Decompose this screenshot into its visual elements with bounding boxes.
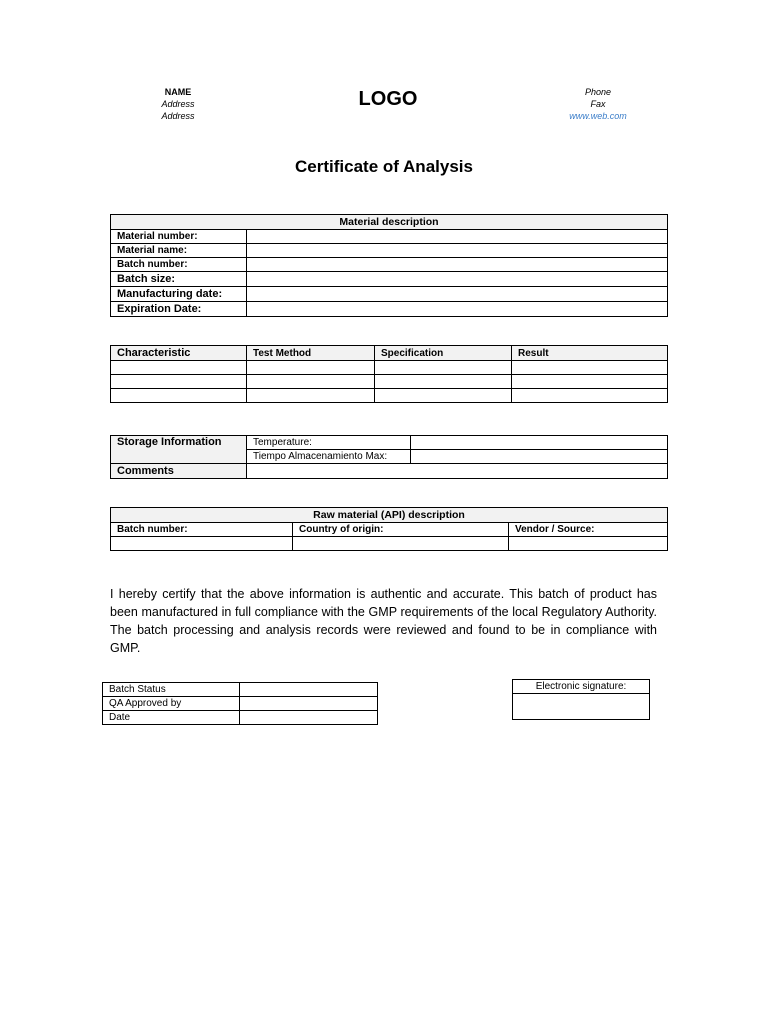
table-row (111, 389, 668, 403)
comments-label: Comments (111, 464, 247, 479)
result-cell[interactable] (512, 375, 668, 389)
country-of-origin-field[interactable] (293, 537, 509, 551)
expiration-date-label: Expiration Date: (111, 302, 247, 317)
temperature-label: Temperature: (247, 436, 411, 450)
qa-approved-by-field[interactable] (240, 697, 378, 711)
certification-statement: I hereby certify that the above information is authentic and accurate. This batch of product has been manufactured in full compliance with the GMP requirements of the local Regulatory Authority. The batch processing and analysis records were reviewed and found to be in compliance with GMP. (110, 587, 657, 655)
company-address-1: Address (161, 99, 195, 109)
batch-status-field[interactable] (240, 683, 378, 697)
material-number-field[interactable] (247, 230, 668, 244)
material-name-label: Material name: (111, 244, 247, 258)
contact-info (558, 86, 638, 122)
result-cell[interactable] (512, 389, 668, 403)
raw-batch-number-field[interactable] (111, 537, 293, 551)
column-test-method: Test Method (247, 346, 375, 361)
column-characteristic: Characteristic (111, 346, 247, 361)
batch-number-label: Batch number: (111, 258, 247, 272)
company-address-2: Address (161, 111, 195, 121)
manufacturing-date-field[interactable] (247, 287, 668, 302)
company-name: NAME (164, 87, 192, 97)
material-description-heading: Material description (111, 215, 668, 230)
batch-size-field[interactable] (247, 272, 668, 287)
raw-batch-number-label: Batch number: (111, 523, 293, 537)
characteristic-cell[interactable] (111, 375, 247, 389)
test-method-cell[interactable] (247, 361, 375, 375)
comments-field[interactable] (247, 464, 668, 479)
specification-cell[interactable] (375, 361, 512, 375)
result-cell[interactable] (512, 361, 668, 375)
country-of-origin-label: Country of origin: (293, 523, 509, 537)
temperature-field[interactable] (411, 436, 668, 450)
website-link[interactable]: www.web.com (569, 111, 627, 121)
qa-approved-by-label: QA Approved by (103, 697, 240, 711)
table-row (111, 375, 668, 389)
vendor-source-label: Vendor / Source: (509, 523, 668, 537)
raw-material-table (110, 507, 668, 551)
phone: Phone (584, 87, 612, 97)
specification-cell[interactable] (375, 375, 512, 389)
date-label: Date (103, 711, 240, 725)
characteristic-cell[interactable] (111, 361, 247, 375)
batch-size-label: Batch size: (111, 272, 247, 287)
expiration-date-field[interactable] (247, 302, 668, 317)
batch-status-label: Batch Status (103, 683, 240, 697)
material-name-field[interactable] (247, 244, 668, 258)
logo: LOGO (358, 88, 418, 110)
test-results-table (110, 345, 668, 403)
max-storage-time-field[interactable] (411, 450, 668, 464)
electronic-signature-label: Electronic signature: (513, 680, 650, 694)
approval-table (102, 682, 378, 725)
electronic-signature-field[interactable] (513, 694, 650, 720)
column-specification: Specification (375, 346, 512, 361)
material-number-label: Material number: (111, 230, 247, 244)
fax: Fax (590, 99, 606, 109)
document-title: Certificate of Analysis (295, 157, 473, 176)
test-method-cell[interactable] (247, 389, 375, 403)
signature-table (512, 679, 650, 720)
storage-information-label: Storage Information (111, 436, 247, 464)
manufacturing-date-label: Manufacturing date: (111, 287, 247, 302)
table-row (111, 361, 668, 375)
company-info (138, 86, 218, 122)
storage-information-table (110, 435, 668, 479)
raw-material-heading: Raw material (API) description (111, 508, 668, 523)
characteristic-cell[interactable] (111, 389, 247, 403)
batch-number-field[interactable] (247, 258, 668, 272)
specification-cell[interactable] (375, 389, 512, 403)
test-method-cell[interactable] (247, 375, 375, 389)
material-description-table (110, 214, 668, 317)
date-field[interactable] (240, 711, 378, 725)
max-storage-time-label: Tiempo Almacenamiento Max: (247, 450, 411, 464)
vendor-source-field[interactable] (509, 537, 668, 551)
column-result: Result (512, 346, 668, 361)
